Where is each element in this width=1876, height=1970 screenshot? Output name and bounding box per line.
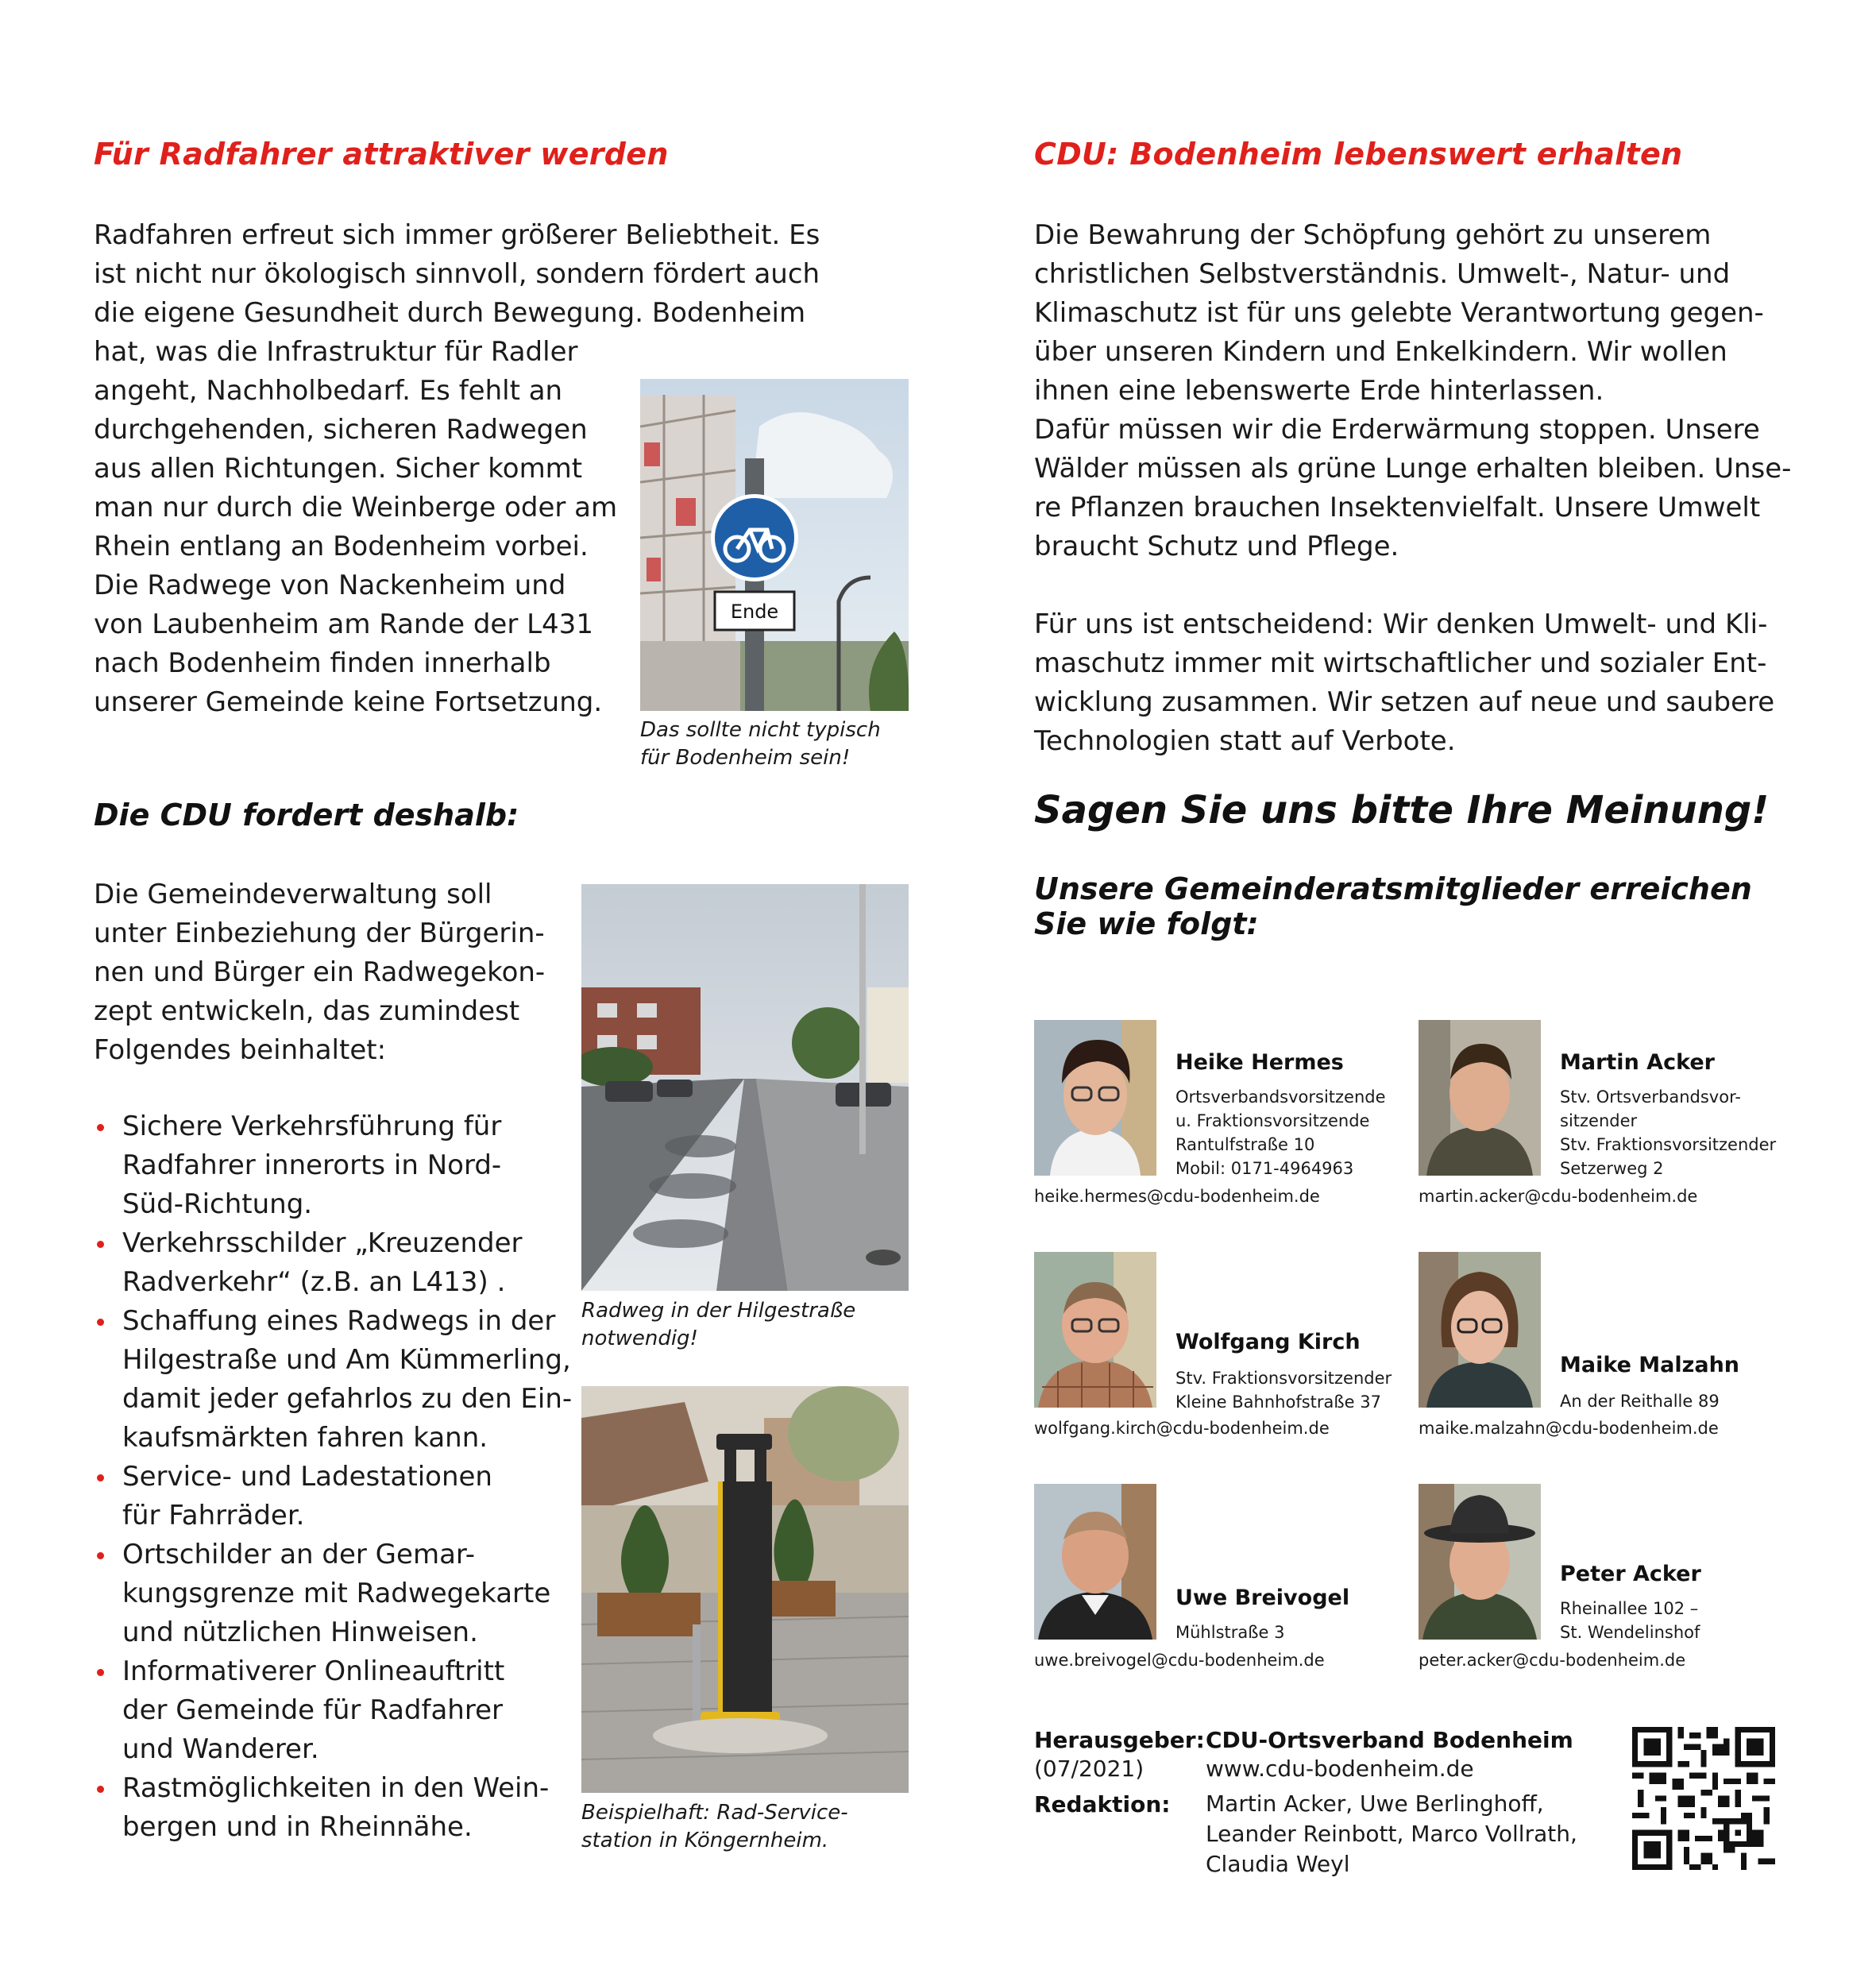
member-name: Maike Malzahn xyxy=(1560,1353,1740,1377)
member-details: Stv. Ortsverbandsvor- sitzender Stv. Fraktionsvorsitzender Setzerweg 2 xyxy=(1560,1087,1777,1178)
member-details: Stv. Fraktionsvorsitzender Kleine Bahnhofstraße 37 xyxy=(1175,1369,1392,1412)
avatar-peter-acker xyxy=(1419,1484,1541,1640)
editors-label: Redaktion: xyxy=(1034,1791,1171,1817)
heading-livable: CDU: Bodenheim lebenswert erhalten xyxy=(1034,137,1683,172)
avatar-wolfgang-kirch xyxy=(1034,1252,1156,1408)
member-email[interactable]: martin.acker@cdu-bodenheim.de xyxy=(1419,1187,1698,1206)
member-email[interactable]: peter.acker@cdu-bodenheim.de xyxy=(1419,1651,1686,1670)
photo-street xyxy=(581,884,909,1291)
member-email[interactable]: uwe.breivogel@cdu-bodenheim.de xyxy=(1034,1651,1325,1670)
demands-list xyxy=(94,1107,572,1847)
member-name: Heike Hermes xyxy=(1175,1050,1344,1075)
website-link[interactable]: www.cdu-bodenheim.de xyxy=(1206,1756,1474,1782)
list-item: Rastmöglichkeiten in den Wein- bergen und in Rheinnähe. xyxy=(94,1769,572,1847)
publication-date: (07/2021) xyxy=(1034,1756,1145,1782)
list-item: Verkehrsschilder „Kreuzender Radverkehr“ (z.B. an L413) . xyxy=(94,1224,572,1302)
editors-list: Martin Acker, Uwe Berlinghoff, Leander Reinbott, Marco Vollrath, Claudia Weyl xyxy=(1206,1790,1577,1877)
heading-cdu-demands: Die CDU fordert deshalb: xyxy=(94,798,519,832)
avatar-uwe-breivogel xyxy=(1034,1484,1156,1640)
heading-your-opinion: Sagen Sie uns bitte Ihre Meinung! xyxy=(1034,788,1770,832)
list-item: Schaffung eines Radwegs in der Hilgestraße und Am Kümmerling, damit jeder gefahrlos zu den Ein- kaufsmärkten fahren kann. xyxy=(94,1302,572,1458)
avatar-heike-hermes xyxy=(1034,1020,1156,1176)
demands-intro: Die Gemeindeverwaltung soll unter Einbeziehung der Bürgerin- nen und Bürger ein Radwegekon- zept entwickeln, das zumindest Folgendes beinhaltet: xyxy=(94,879,546,1066)
intro-paragraph: Radfahren erfreut sich immer größerer Beliebtheit. Es ist nicht nur ökologisch sinnvoll, sondern fördert auch die eigene Gesundheit durch Bewegung. Bodenheim xyxy=(94,219,820,329)
member-email[interactable]: heike.hermes@cdu-bodenheim.de xyxy=(1034,1187,1320,1206)
publisher-name: CDU-Ortsverband Bodenheim xyxy=(1206,1727,1573,1753)
list-item: Service- und Ladestationen für Fahrräder. xyxy=(94,1458,572,1535)
photo1-caption: Das sollte nicht typisch für Bodenheim sein! xyxy=(640,718,881,770)
intro-paragraph-wrap: hat, was die Infrastruktur für Radler angeht, Nachholbedarf. Es fehlt an durchgehenden, sicheren Radwegen aus allen Richtungen. Sicher kommt man nur durch die Weinberge oder am Rhein entlang an Bodenheim vorbei. Die Radwege von Nackenheim und von Laubenheim am Rande der L431 nach Bodenheim finden innerhalb unserer Gemeinde keine Fortsetzung. xyxy=(94,336,618,718)
list-item: Sichere Verkehrsführung für Radfahrer innerorts in Nord- Süd-Richtung. xyxy=(94,1107,572,1224)
member-email[interactable]: wolfgang.kirch@cdu-bodenheim.de xyxy=(1034,1419,1330,1438)
photo-bike-sign xyxy=(640,379,909,711)
heading-cyclists: Für Radfahrer attraktiver werden xyxy=(94,137,669,172)
avatar-maike-malzahn xyxy=(1419,1252,1541,1408)
member-name: Wolfgang Kirch xyxy=(1175,1330,1361,1354)
member-details: Rheinallee 102 – St. Wendelinshof xyxy=(1560,1599,1700,1642)
photo2-caption: Radweg in der Hilgestraße notwendig! xyxy=(581,1299,856,1350)
decision-paragraph: Für uns ist entscheidend: Wir denken Umwelt- und Kli- maschutz immer mit wirtschaftlicher und sozialer Ent- wicklung zusammen. Wir setzen auf neue und saubere Technologien statt auf Verbote. xyxy=(1034,608,1775,757)
member-details: Ortsverbandsvorsitzende u. Fraktionsvorsitzende Rantulfstraße 10 Mobil: 0171-4964963 xyxy=(1175,1087,1386,1178)
qr-code[interactable] xyxy=(1632,1727,1775,1870)
photo-service-station xyxy=(581,1386,909,1793)
members-subheading: Unsere Gemeinderatsmitglieder erreichen Sie wie folgt: xyxy=(1034,871,1752,941)
member-email[interactable]: maike.malzahn@cdu-bodenheim.de xyxy=(1419,1419,1719,1438)
member-details: Mühlstraße 3 xyxy=(1175,1623,1285,1642)
publisher-label: Herausgeber: xyxy=(1034,1727,1205,1753)
avatar-martin-acker xyxy=(1419,1020,1541,1176)
photo3-caption: Beispielhaft: Rad-Service- station in Köngernheim. xyxy=(581,1801,848,1852)
list-item: Informativerer Onlineauftritt der Gemeinde für Radfahrer und Wanderer. xyxy=(94,1652,572,1769)
sign-ende-text: Ende xyxy=(730,601,779,623)
member-name: Peter Acker xyxy=(1560,1562,1701,1586)
list-item: Ortschilder an der Gemar- kungsgrenze mit Radwegekarte und nützlichen Hinweisen. xyxy=(94,1535,572,1652)
environment-paragraph: Die Bewahrung der Schöpfung gehört zu unserem christlichen Selbstverständnis. Umwelt-, Natur- und Klimaschutz ist für uns gelebte Verantwortung gegen- über unseren Kindern und Enkelkindern. Wir wollen ihnen eine lebenswerte Erde hinterlassen. Dafür müssen wir die Erderwärmung stoppen. Unsere Wälder müssen als grüne Lunge erhalten bleiben. Unse- re Pflanzen brauchen Insektenvielfalt. Unsere Umwelt braucht Schutz und Pflege. xyxy=(1034,219,1792,562)
member-name: Martin Acker xyxy=(1560,1050,1715,1075)
member-details: An der Reithalle 89 xyxy=(1560,1392,1720,1411)
member-name: Uwe Breivogel xyxy=(1175,1586,1350,1610)
